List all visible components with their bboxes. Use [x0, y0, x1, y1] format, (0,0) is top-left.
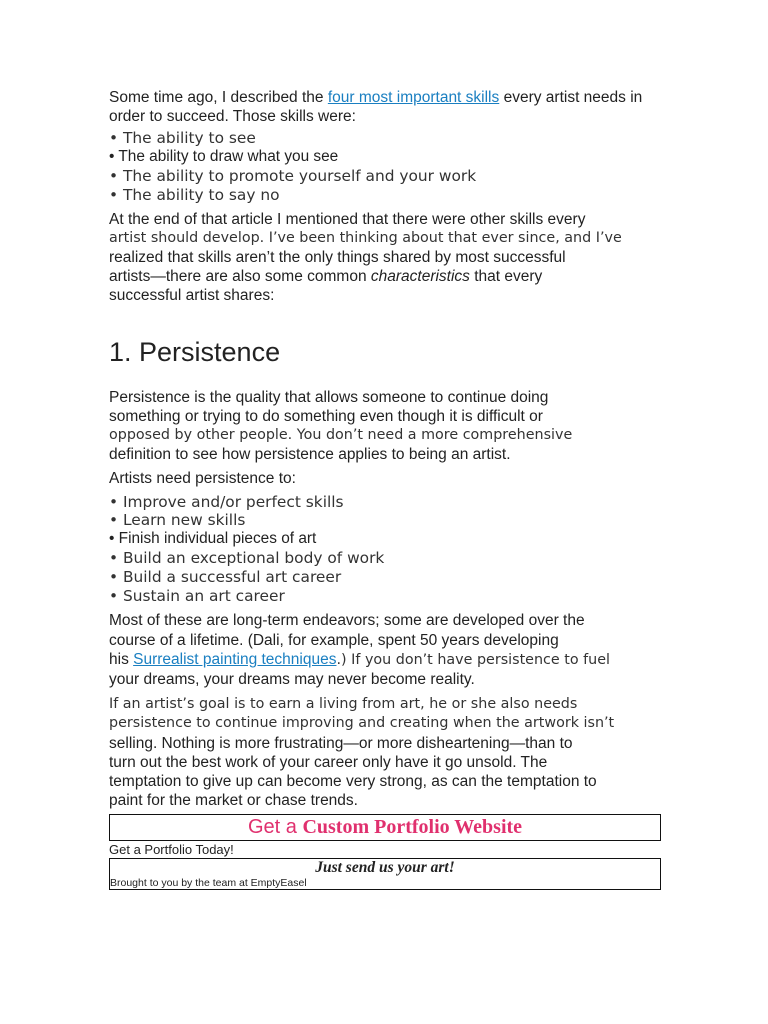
text-line: paint for the market or chase trends.	[109, 792, 358, 810]
text-line: Most of these are long-term endeavors; some are developed over the	[109, 612, 585, 630]
promo-subline: Get a Portfolio Today!	[109, 842, 234, 858]
text-line: selling. Nothing is more frustrating—or more disheartening—than to	[109, 734, 573, 752]
text-line: successful artist shares:	[109, 287, 275, 305]
intro-text: Some time ago, I described the	[109, 89, 328, 106]
list-item: • The ability to draw what you see	[109, 148, 339, 166]
article	[109, 88, 669, 890]
text-line: course of a lifetime. (Dali, for example, spent 50 years developing	[109, 631, 559, 649]
list-item: • Improve and/or perfect skills	[109, 492, 344, 511]
text-line: Persistence is the quality that allows someone to continue doing	[109, 388, 549, 406]
paragraph-earn-living	[109, 695, 669, 810]
four-skills-link[interactable]: four most important skills	[327, 89, 500, 106]
emphasis-characteristics: characteristics	[370, 268, 470, 286]
list-item: • Build a successful art career	[109, 567, 342, 586]
text-line: realized that skills aren’t the only things shared by most successful	[109, 249, 566, 266]
list-item: • Build an exceptional body of work	[109, 549, 385, 568]
text-line: At the end of that article I mentioned that there were other skills every	[109, 210, 586, 228]
text-line: definition to see how persistence applies to being an artist.	[109, 446, 511, 464]
text-line: your dreams, your dreams may never become reality.	[109, 671, 475, 689]
list-item: • Sustain an art career	[109, 586, 285, 605]
text-line: artists—there are also some common characteristics that every	[109, 268, 543, 286]
paragraph-long-term	[109, 611, 669, 689]
skills-list	[109, 129, 669, 204]
list-item: • The ability to see	[109, 129, 256, 148]
surrealist-techniques-link[interactable]: Surrealist painting techniques	[133, 650, 337, 668]
list-item: • Finish individual pieces of art	[109, 530, 317, 548]
list-item: • The ability to say no	[109, 185, 280, 204]
text-line: turn out the best work of your career only have it go unsold. The	[109, 753, 548, 771]
text-line: opposed by other people. You don’t need a more comprehensive	[109, 427, 573, 444]
paragraph-persistence-definition	[109, 388, 669, 465]
paragraph-other-skills	[109, 210, 669, 306]
intro-paragraph	[109, 88, 669, 126]
text-line: something or trying to do something even though it is difficult or	[109, 407, 543, 425]
list-item: • The ability to promote yourself and your work	[109, 167, 477, 185]
text-line: persistence to continue improving and creating when the artwork isn’t	[109, 715, 615, 732]
intro-text-end: every artist needs in order to succeed. Those skills were:	[109, 89, 643, 126]
text-line: If an artist’s goal is to earn a living from art, he or she also needs	[109, 696, 578, 713]
promo-tagline-box	[109, 858, 661, 890]
promo-banner[interactable]	[109, 814, 661, 841]
promo-title[interactable]: Get a Custom Portfolio Website	[247, 816, 523, 839]
needs-list	[109, 493, 669, 606]
list-item: • Learn new skills	[109, 511, 246, 530]
text-line: artist should develop. I’ve been thinking about that ever since, and I’ve	[109, 229, 622, 246]
section-heading: 1. Persistence	[109, 336, 281, 367]
promo-tagline: Just send us your art!	[315, 859, 455, 877]
text-line: his Surrealist painting techniques.) If you don’t have persistence to fuel	[109, 650, 611, 668]
needs-intro: Artists need persistence to:	[109, 470, 296, 488]
promo-credit: Brought to you by the team at EmptyEasel	[110, 877, 307, 890]
text-line: temptation to give up can become very strong, as can the temptation to	[109, 773, 597, 791]
